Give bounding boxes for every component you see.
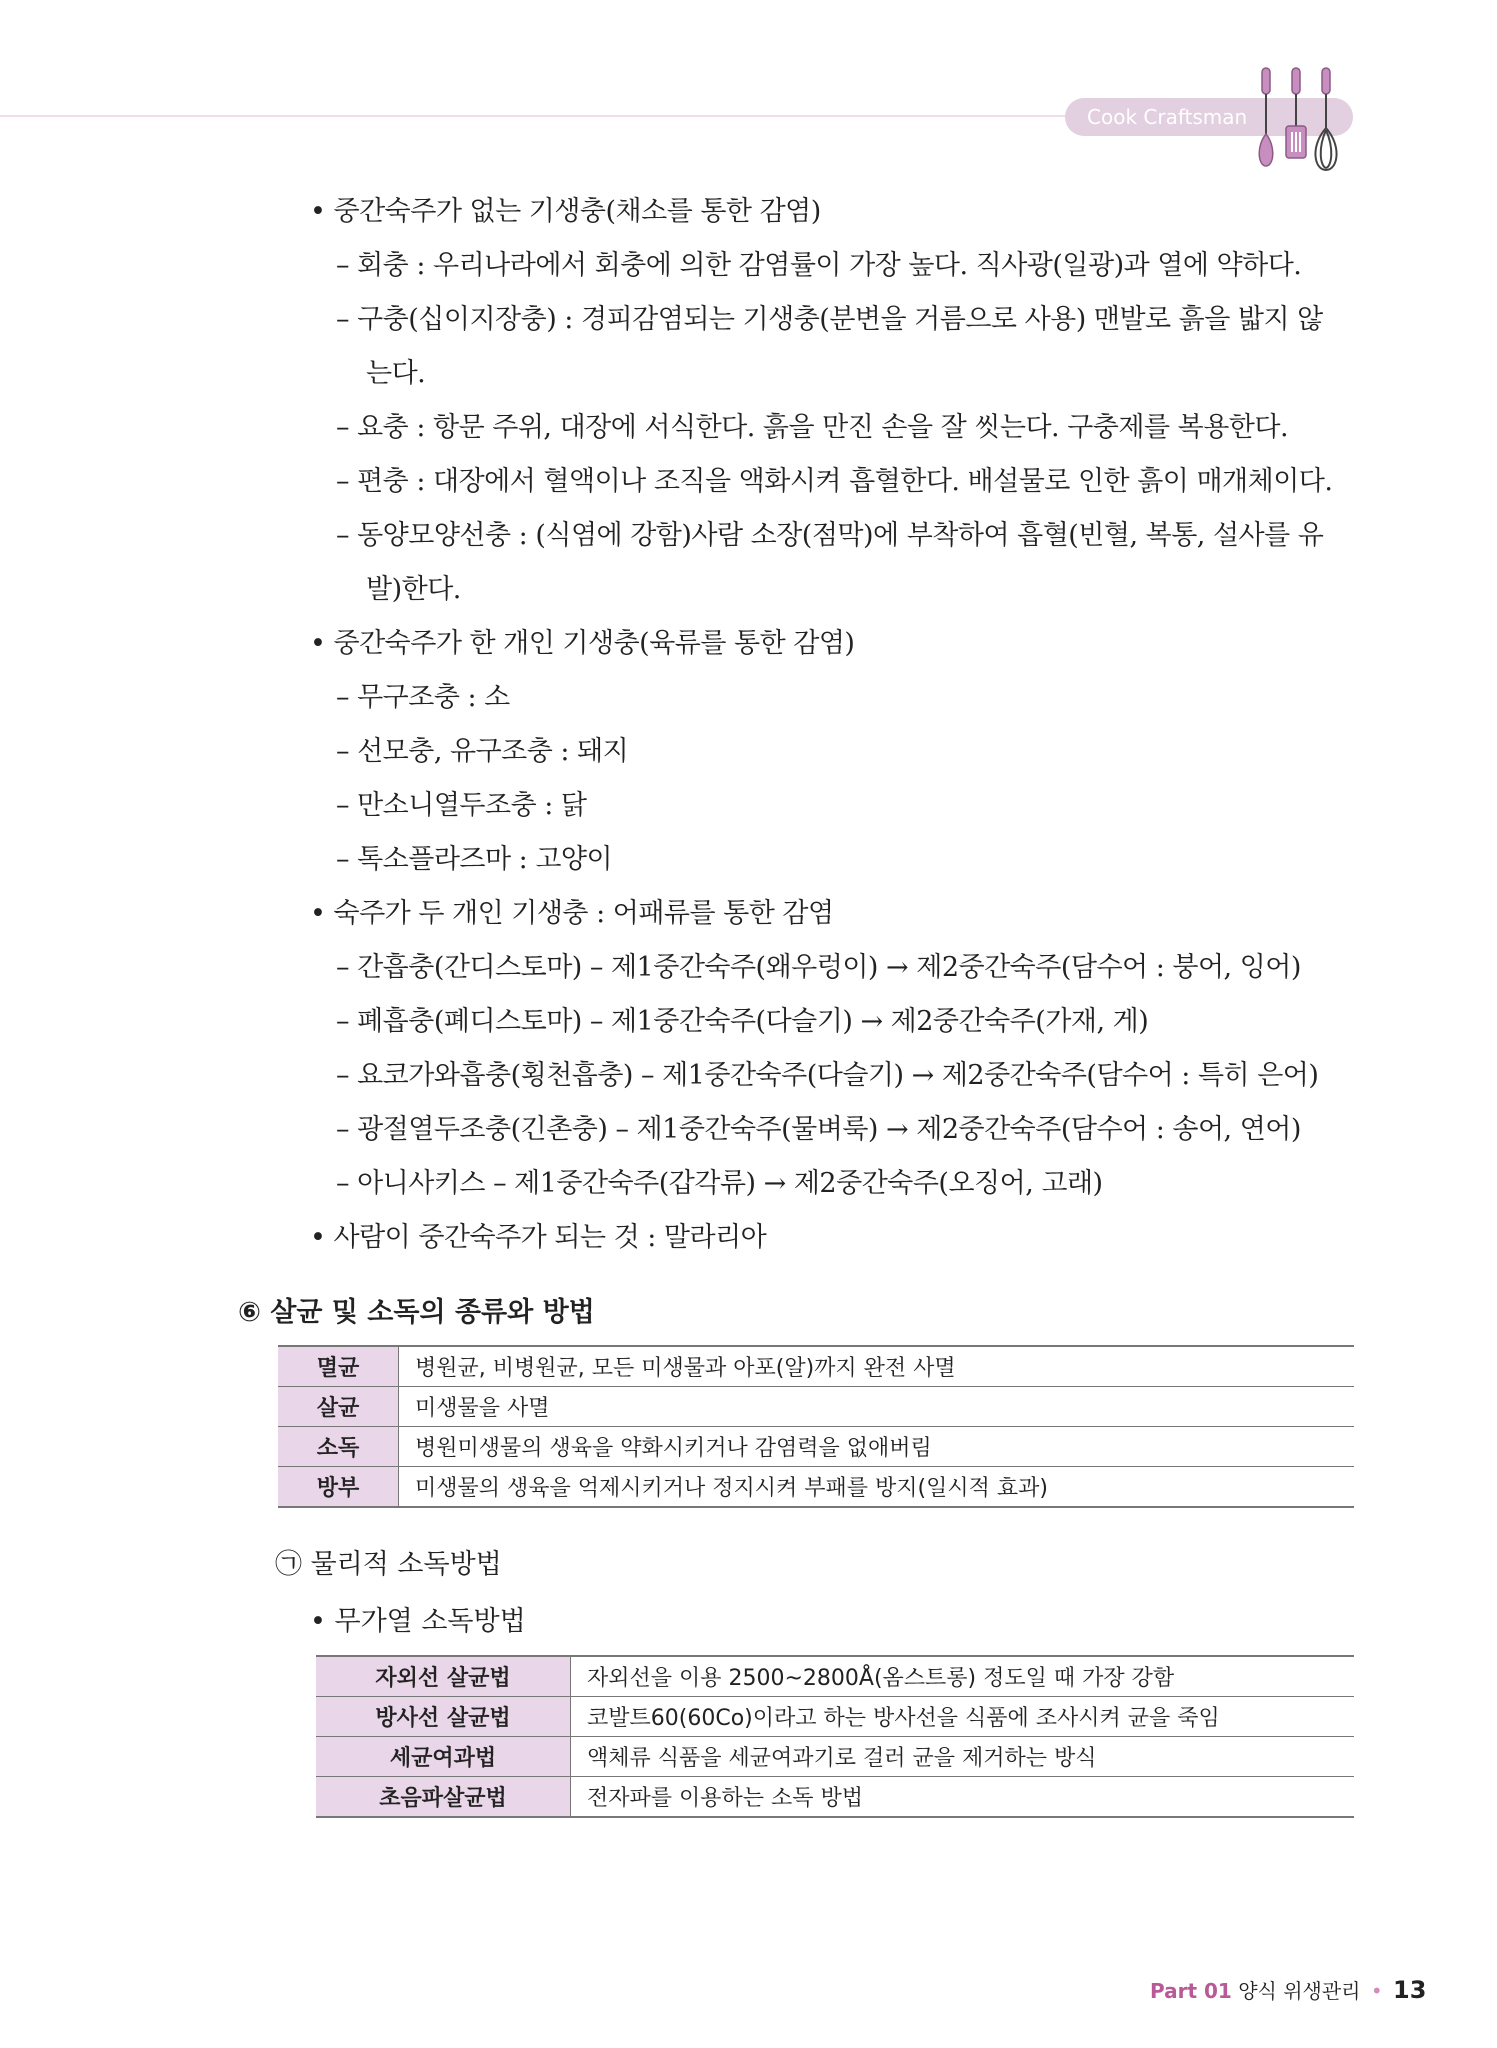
table-desc: 자외선을 이용 2500~2800Å(옴스트롱) 정도일 때 가장 강함	[571, 1656, 1355, 1697]
footer-chapter: 양식 위생관리	[1238, 1979, 1361, 2003]
table-row	[316, 1697, 1354, 1737]
table-term: 멸균	[278, 1346, 399, 1387]
list-item: – 요코가와흡충(횡천흡충) – 제1중간숙주(다슬기) → 제2중간숙주(담수어 : 특히 은어)	[336, 1060, 1319, 1091]
footer-dot-icon: •	[1370, 1979, 1383, 2003]
list-item: – 요충 : 항문 주위, 대장에 서식한다. 흙을 만진 손을 잘 씻는다. 구충제를 복용한다.	[336, 412, 1289, 443]
parasite-list	[310, 185, 1360, 1265]
subsection-title: ㉠ 물리적 소독방법	[275, 1549, 502, 1580]
list-item: 는다.	[366, 358, 426, 389]
table-desc: 병원미생물의 생육을 약화시키거나 감염력을 없애버림	[399, 1427, 1355, 1467]
list-item: • 중간숙주가 한 개인 기생충(육류를 통한 감염)	[310, 628, 855, 659]
table-desc: 액체류 식품을 세균여과기로 걸러 균을 제거하는 방식	[571, 1737, 1355, 1777]
list-item: – 간흡충(간디스토마) – 제1중간숙주(왜우렁이) → 제2중간숙주(담수어 : 붕어, 잉어)	[336, 952, 1301, 983]
table-row	[316, 1777, 1354, 1818]
table-term: 세균여과법	[316, 1737, 571, 1777]
table-row	[278, 1427, 1354, 1467]
table-row	[316, 1737, 1354, 1777]
list-item: – 아니사키스 – 제1중간숙주(갑각류) → 제2중간숙주(오징어, 고래)	[336, 1168, 1103, 1199]
list-item: – 광절열두조충(긴촌충) – 제1중간숙주(물벼룩) → 제2중간숙주(담수어 : 송어, 연어)	[336, 1114, 1301, 1145]
table-desc: 미생물을 사멸	[399, 1387, 1355, 1427]
table-term: 자외선 살균법	[316, 1656, 571, 1697]
kitchen-utensils-icon	[1240, 66, 1360, 176]
list-item: – 회충 : 우리나라에서 회충에 의한 감염률이 가장 높다. 직사광(일광)과 열에 약하다.	[336, 250, 1302, 281]
page-number: 13	[1393, 1976, 1427, 2004]
list-item: – 폐흡충(폐디스토마) – 제1중간숙주(다슬기) → 제2중간숙주(가재, 게)	[336, 1006, 1149, 1037]
subsection-bullet: • 무가열 소독방법	[310, 1606, 526, 1637]
table-desc: 코발트60(60Co)이라고 하는 방사선을 식품에 조사시켜 균을 죽임	[571, 1697, 1355, 1737]
list-item: • 숙주가 두 개인 기생충 : 어패류를 통한 감염	[310, 898, 834, 929]
page-footer	[1150, 1975, 1427, 2004]
table-term: 초음파살균법	[316, 1777, 571, 1818]
book-title-badge: Cook Craftsman	[1065, 98, 1353, 136]
list-item: – 무구조충 : 소	[336, 682, 510, 713]
table-row	[278, 1387, 1354, 1427]
header-rule	[0, 115, 1065, 117]
table-desc: 병원균, 비병원균, 모든 미생물과 아포(알)까지 완전 사멸	[399, 1346, 1355, 1387]
list-item: – 선모충, 유구조충 : 돼지	[336, 736, 629, 767]
list-item: • 사람이 중간숙주가 되는 것 : 말라리아	[310, 1222, 767, 1253]
list-item: 발)한다.	[366, 574, 461, 605]
table-term: 소독	[278, 1427, 399, 1467]
list-item: – 톡소플라즈마 : 고양이	[336, 844, 613, 875]
table-desc: 전자파를 이용하는 소독 방법	[571, 1777, 1355, 1818]
list-item: – 동양모양선충 : (식염에 강함)사람 소장(점막)에 부착하여 흡혈(빈혈, 복통, 설사를 유	[336, 520, 1324, 551]
section-title: ⑥ 살균 및 소독의 종류와 방법	[238, 1297, 595, 1328]
table-term: 방부	[278, 1467, 399, 1508]
list-item: – 편충 : 대장에서 혈액이나 조직을 액화시켜 흡혈한다. 배설물로 인한 흙이 매개체이다.	[336, 466, 1333, 497]
table-row	[278, 1467, 1354, 1508]
table-term: 방사선 살균법	[316, 1697, 571, 1737]
sterilization-table	[278, 1345, 1354, 1508]
table-row	[316, 1656, 1354, 1697]
table-term: 살균	[278, 1387, 399, 1427]
list-item: – 만소니열두조충 : 닭	[336, 790, 587, 821]
non-heat-method-table	[316, 1655, 1354, 1818]
table-desc: 미생물의 생육을 억제시키거나 정지시켜 부패를 방지(일시적 효과)	[399, 1467, 1355, 1508]
list-item: – 구충(십이지장충) : 경피감염되는 기생충(분변을 거름으로 사용) 맨발로 흙을 밟지 않	[336, 304, 1323, 335]
footer-part: Part 01	[1150, 1979, 1232, 2003]
table-row	[278, 1346, 1354, 1387]
list-item: • 중간숙주가 없는 기생충(채소를 통한 감염)	[310, 196, 821, 227]
